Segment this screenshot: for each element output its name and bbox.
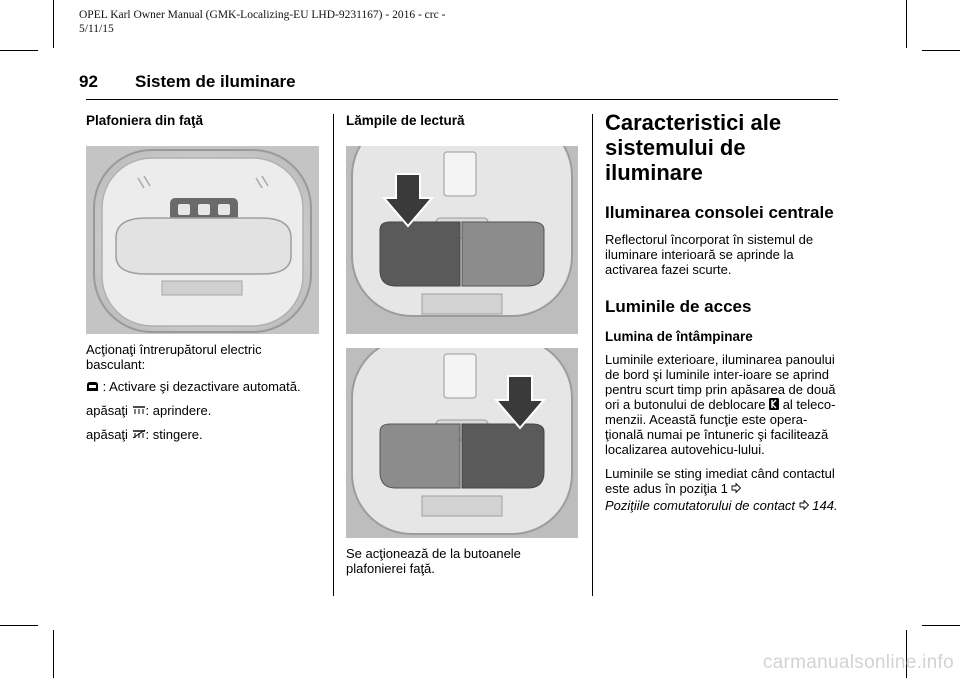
- column-1: [86, 113, 322, 128]
- crop-mark: [0, 50, 38, 51]
- cross-reference-title[interactable]: Poziţiile comutatorului de contact: [605, 498, 796, 513]
- off-item: [86, 427, 322, 442]
- page-header: [79, 72, 296, 92]
- door-lamp-icon: [86, 379, 103, 394]
- column-divider: [592, 114, 593, 596]
- section-heading: Plafoniera din faţă: [86, 113, 204, 128]
- watermark: carmanualsonline.info: [762, 652, 954, 673]
- meta-line: 5/11/15: [79, 23, 114, 35]
- paragraph-part: Luminile se sting imediat când contactul este adus în poziţia 1: [605, 466, 835, 496]
- crop-mark: [922, 625, 960, 626]
- reading-lamp-caption: Se acţionează de la butoanele plafonierei faţă.: [346, 546, 521, 576]
- off-prefix: apăsaţi: [86, 427, 132, 442]
- unlock-key-icon: [769, 397, 779, 412]
- chapter-title: Sistem de iluminare: [135, 72, 296, 91]
- cross-reference[interactable]: [605, 498, 845, 513]
- crop-mark: [0, 625, 38, 626]
- crop-mark: [53, 0, 54, 48]
- section-heading: Lămpile de lectură: [346, 113, 465, 128]
- column-2: [346, 113, 580, 128]
- on-prefix: apăsaţi: [86, 403, 132, 418]
- header-rule: [86, 99, 838, 100]
- instruction-intro: Acţionaţi întrerupătorul electric basculant:: [86, 342, 262, 372]
- page-ref-arrow-icon: [731, 481, 741, 496]
- paragraph-part: al teleco-menzii. Această funcţie este opera-ţională numai pe întuneric şi facilitează localizarea autovehicu-lului.: [605, 397, 836, 457]
- paragraph: [605, 466, 845, 496]
- column-1-text: [86, 342, 322, 442]
- document-meta: [79, 8, 499, 36]
- lamp-off-icon: [132, 427, 146, 442]
- paragraph-part: Luminile exterioare, iluminarea panoului de bord şi luminile inter-ioare se aprind pentru scurt timp prin apăsarea de două ori a butonului de deblocare: [605, 352, 836, 412]
- front-dome-light-figure: [86, 146, 319, 334]
- on-item: [86, 403, 322, 418]
- lamp-on-icon: [132, 403, 146, 418]
- crop-mark: [53, 630, 54, 678]
- subsection-heading: Iluminarea consolei centrale: [605, 203, 834, 222]
- section-title: Caracteristici ale sistemului de iluminare: [605, 110, 782, 185]
- reading-lamp-left-figure: [346, 146, 578, 334]
- off-suffix: : stingere.: [145, 427, 203, 442]
- crop-mark: [906, 0, 907, 48]
- column-2-text: [346, 546, 576, 576]
- paragraph: Reflectorul încorporat în sistemul de iluminare interioară se aprinde la activarea fazei scurte.: [605, 232, 814, 277]
- paragraph: [605, 352, 845, 457]
- sub-subsection-heading: Lumina de întâmpinare: [605, 329, 753, 344]
- on-suffix: : aprindere.: [145, 403, 212, 418]
- meta-line: OPEL Karl Owner Manual (GMK-Localizing-EU LHD-9231167) - 2016 - crc -: [79, 9, 446, 21]
- auto-mode-item: [86, 379, 322, 394]
- crop-mark: [922, 50, 960, 51]
- column-3: [605, 110, 845, 513]
- subsection-heading: Luminile de acces: [605, 297, 752, 316]
- auto-mode-text: : Activare şi dezactivare automată.: [102, 379, 301, 394]
- reading-lamp-right-figure: [346, 348, 578, 538]
- column-divider: [333, 114, 334, 596]
- page-number: 92: [79, 72, 98, 91]
- page-ref-arrow-icon: [799, 498, 809, 513]
- cross-reference-page[interactable]: 144.: [812, 498, 838, 513]
